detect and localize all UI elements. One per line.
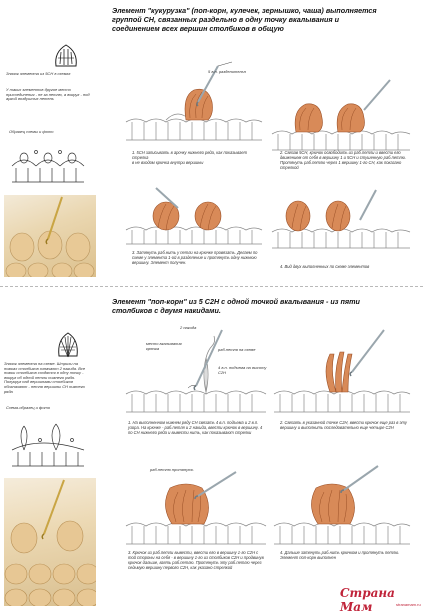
sample-photo-1 [4,195,96,277]
label-mesto: место вкалывания крючка [146,341,182,351]
mini-scheme-1 [8,140,88,190]
section1-title [112,6,412,33]
s2-step4-diagram [274,466,410,546]
section1-title-line1: Элемент "кукурузка" (поп-корн, кулечек, зернышко, чаша) выполняется [112,6,377,15]
section-divider [0,286,423,287]
label-rab-petlya: раб.петля на схеме [218,347,256,352]
s1-step4-diagram [272,186,410,250]
s1-step1b-text: в не входом крючка внутри вершины [132,160,204,165]
popcorn-5c2n-symbol [55,330,81,358]
mini-scheme-2 [8,416,88,472]
label-4vp: 4 в.п. подъема на высоту С2Н [218,365,267,375]
s1-step3-diagram [126,186,262,246]
s2-step3-diagram [126,466,266,546]
scheme-photo-label-2: Схема-образец и фото [6,405,51,410]
legend-variant-note: У таких элементов другое место присоединения - не за петлю, а вокруг - под аркой воздушных петель [6,87,90,102]
label-2nakida: 2 накида [180,325,197,330]
s1-step1-text: 1. 5СН записывать в арочку нижнего ряда, как показывает стрелка [132,150,248,160]
s2-step4-caption: 4. Дальше затянуть раб.нить крючком и протянуть петлю. Элемент поп-корн выполнен [280,550,400,560]
section1-title-line3: соединением всех вершин столбиков в общую [112,24,284,33]
s1-step2-diagram [272,80,410,152]
s1-step4-caption: 4. Вид двух выполненных по схеме элементов [280,264,370,269]
scheme-photo-label-1: Образец схемы и фото [9,129,54,134]
legend-symbol-note: Значок элемента из 5СН в схемах [6,71,71,76]
section1-title-line2: группой СН, связанных раздельно в одну точку вкалывания и [112,15,339,24]
s1-step1-caption [132,150,264,165]
sample-photo-2 [4,478,96,606]
s2-step2-caption: 2. Связать в указанной точке С2Н, ввести крючок еще раз в эту вершину и выполнить последовательно еще четыре С2Н [280,420,407,430]
s1-step2-caption: 2. Связав 5СН, крючок освободить из раб.петли и ввести его движением от себя в вершину 1 и 5СН и стушенную раб.петлю. Протянуть раб.петлю через 1 вершину 1-го СН, как показано стрелкой [280,150,406,170]
section2-title [112,297,412,315]
label-5vp: 5 в.п. разделительн [208,69,246,74]
label-rab-petlyu: раб.петлю протянуть [150,467,194,472]
s2-step3-caption: 3. Крючок из раб.петли вывести, ввести его в вершину 1-го С2Н с той стороны на себя - в вершину 1-го из столбиков С2Н и продвинув крючок дальше, взять раб.петлю. Протянуть эту раб.петлю через седьмую вершину первого С2Н, как указано стрелкой [128,550,264,570]
section2-title-line1: Элемент "поп-корн" из 5 С2Н с одной точкой вкалывания - из пяти [112,297,360,306]
watermark-url: stranamam.ru [396,602,421,607]
s1-step3-caption: 3. Затянуть раб.нить у петли на крючке провязать. Делаем по схеме у элемента 1-ой в разделение и протянуть одну нижнюю вершину. Элемент получен. [132,250,258,265]
section2-title-line2: столбиков с двумя накидами. [112,306,221,315]
legend2-symbol-note: Значок элемента на схеме. Штрихи на ножках столбиков означают 2 накида. Все ножки столбиков сходятся в одну точку - вокруг об одной петли нижнего ряда. Полукруг над вершинами столбиков обозначают - петля вершины СН нижнего ряда [4,361,86,394]
s2-step1-caption: 1. На выполненном нижнем ряду СН связать 4 в.п. подъема и 2 в.п. узора. На крючке - раб.петля и 2 накида, ввести крючок в вершину. 4 по СН нижнего ряда и вывести нить, как показывают стрелки [128,420,263,435]
popcorn-5ch-symbol [52,42,80,68]
watermark-brand: Страна Мам [340,586,395,614]
s2-step2-diagram [274,330,410,414]
